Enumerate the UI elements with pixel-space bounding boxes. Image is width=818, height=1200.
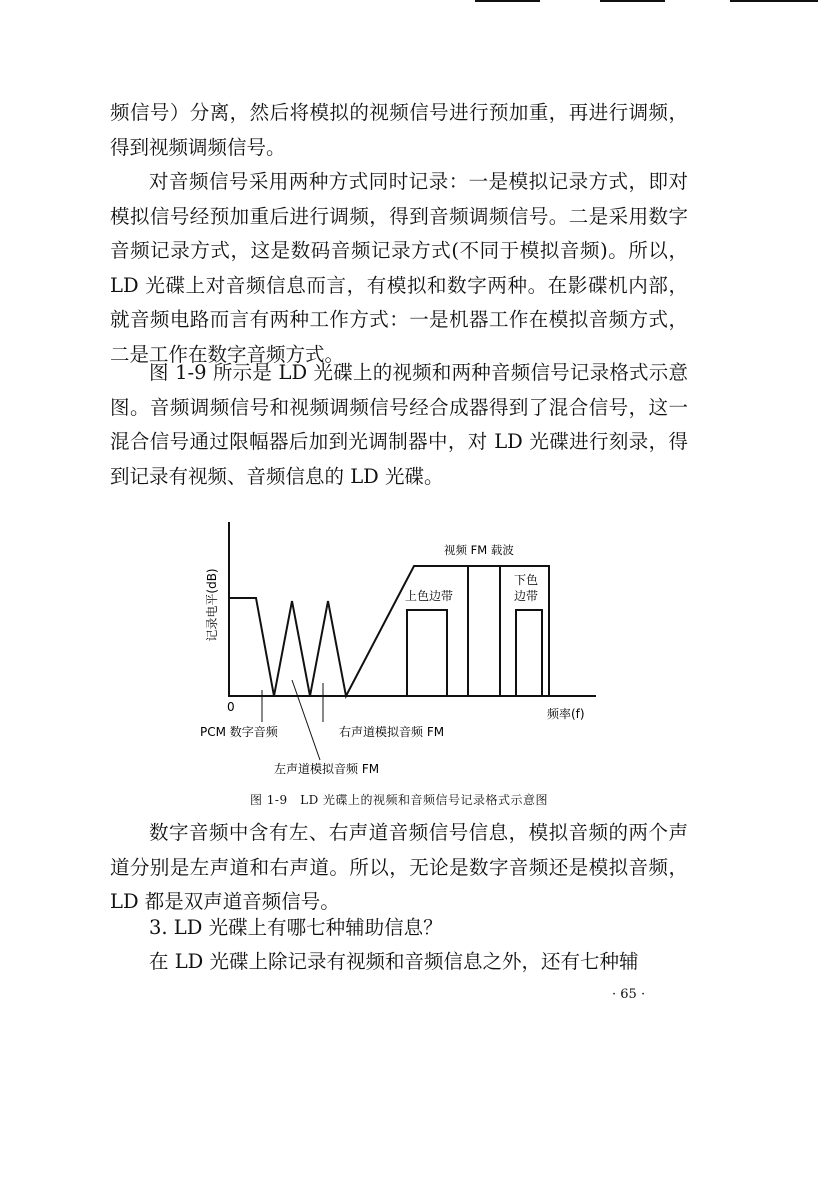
y-axis-label: 记录电平(dB) xyxy=(205,568,219,642)
video-fm-carrier-block xyxy=(468,566,500,696)
pcm-label: PCM 数字音频 xyxy=(200,725,278,739)
upper-sideband-label: 上色边带 xyxy=(405,589,454,603)
upper-sideband-bar xyxy=(407,610,447,696)
lower-sideband-bar xyxy=(516,610,542,696)
paragraph-auxiliary-info: 在 LD 光碟上除记录有视频和音频信息之外，还有七种辅 xyxy=(149,950,639,973)
left-fm-label: 左声道模拟音频 FM xyxy=(274,762,380,776)
header-rule-3 xyxy=(730,0,818,2)
right-fm-label: 右声道模拟音频 FM xyxy=(339,725,445,739)
recording-format-diagram xyxy=(0,500,818,790)
audio-spectrum-curve xyxy=(229,566,468,696)
section-heading-question-3: 3. LD 光碟上有哪七种辅助信息？ xyxy=(149,916,443,939)
paragraph-digital-audio: 数字音频中含有左、右声道音频信号信息，模拟音频的两个声道分别是左声道和右声道。所以，无论是数字音频还是模拟音频，LD 都是双声道音频信号。 xyxy=(110,821,688,914)
paragraph-audio-recording: 对音频信号采用两种方式同时记录：一是模拟记录方式，即对模拟信号经预加重后进行调频，得到音频调频信号。二是采用数字音频记录方式，这是数码音频记录方式(不同于模拟音频)。所以，LD 光碟上对音频信息而言，有模拟和数字两种。在影碟机内部，就音频电路而言有两种工作方式：一是机器工作在模拟音频方式，二是工作在数字音频方式。 xyxy=(110,170,688,366)
paragraph-figure-intro: 图 1-9 所示是 LD 光碟上的视频和两种音频信号记录格式示意图。音频调频信号和视频调频信号经合成器得到了混合信号，这一混合信号通过限幅器后加到光调制器中，对 LD 光碟进行刻录，得到记录有视频、音频信息的 LD 光碟。 xyxy=(110,361,688,488)
origin-label: 0 xyxy=(227,700,235,714)
x-axis-label: 频率(f) xyxy=(547,707,585,721)
lower-sideband-label-1: 下色 xyxy=(514,573,539,587)
video-carrier-label: 视频 FM 载波 xyxy=(444,543,514,557)
left-fm-leader xyxy=(292,680,320,760)
header-rule-2 xyxy=(600,0,665,2)
figure-caption: 图 1-9 LD 光碟上的视频和音频信号记录格式示意图 xyxy=(249,793,549,807)
header-rule-1 xyxy=(475,0,540,2)
paragraph-continuation: 频信号）分离，然后将模拟的视频信号进行预加重，再进行调频，得到视频调频信号。 xyxy=(110,101,688,159)
lower-sideband-label-2: 边带 xyxy=(514,589,539,603)
page-number: · 65 · xyxy=(612,987,646,1002)
